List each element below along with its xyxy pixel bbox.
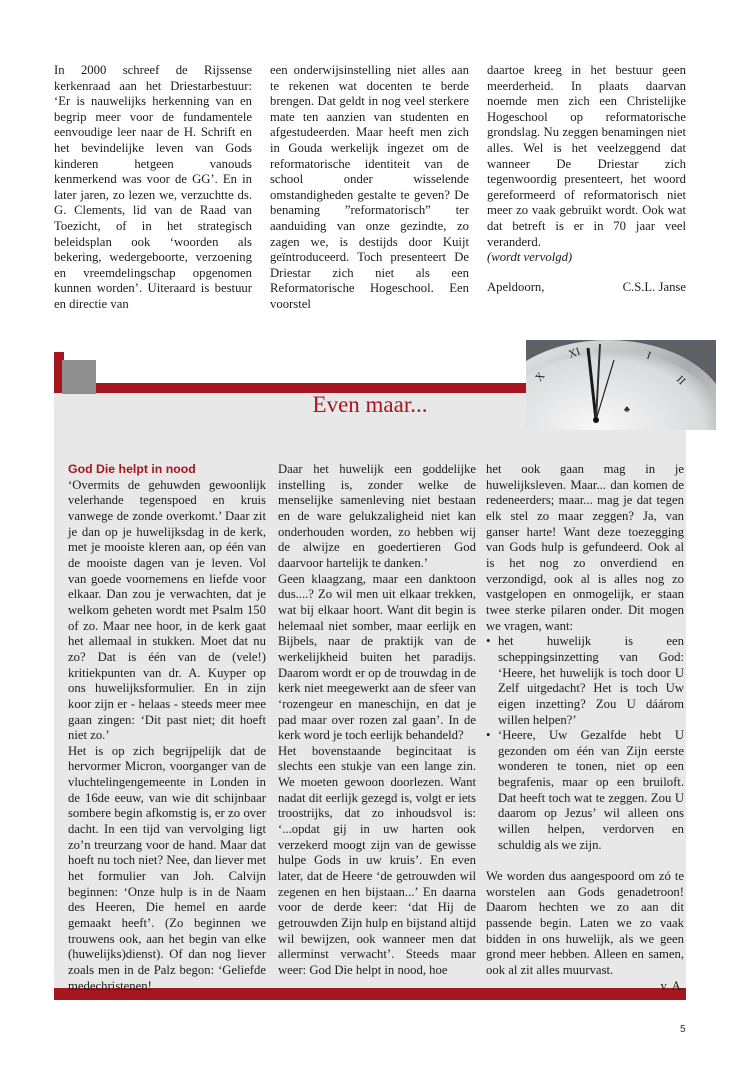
box-paragraph: Het is op zich begrijpelijk dat de hervormer Micron, voorganger van de vluchtelingengemeente in Londen in de 16de eeuw, van wie dit schijnbaar sombere begin afkomstig is, er zo over dacht. In een tijd van vervolging ligt zo’n treurzang voor de hand. Maar dat hoeft nu toch niet? Nee, dan liever met het formulier van Joh. Calvijn beginnen: ‘Onze hulp is in de Naam des Heeren, Die hemel en aarde gemaakt heeft’. (Zo beginnen we trouwens ook, aan het begin van elke (huwelijks)dienst). Of dan nog liever zoals men in de Palz begon: ‘Geliefde medechristenen!	[68, 743, 266, 993]
svg-text:I: I	[644, 349, 653, 363]
box-signature: v. A.	[660, 978, 684, 993]
place: Apeldoorn,	[487, 279, 545, 294]
continued-note: (wordt vervolgd)	[487, 250, 573, 265]
svg-text:X: X	[533, 370, 548, 384]
bullet-list	[486, 634, 684, 853]
spacer	[486, 853, 684, 869]
box-paragraph: het ook gaan mag in je huwelijksleven. Maar... dan komen de redeneerders; maar... mag je dat tegen elk stel zo maar zeggen? Ja, van ganser harte! Want deze toezegging van Gods hulp is gefundeerd. Ook al is het nog zo onverdiend en verzondigd, ook al is alles nog zo vastgelopen en onmogelijk, er staan twee sterke pilaren onder. Dit mogen we vragen, want:	[486, 462, 684, 633]
box-column-2	[278, 462, 476, 979]
even-maar-box	[54, 345, 688, 1000]
box-paragraph: We worden dus aangespoord om zó te worstelen aan Gods genadetroon! Daarom hechten we zo aan dit passende begin. Laten we zo vaak bidden in ons huwelijk, als we geen grond meer hebben. Alleen en samen, ook al zit alles muurvast.	[486, 869, 684, 977]
list-item-text: het huwelijk is een scheppingsinzetting van God: ‘Heere, het huwelijk is toch door U Zelf uitgedacht? Het is toch Uw eigen inzetting? Zou U dáárom willen helpen?’	[498, 634, 684, 727]
box-paragraph: ‘Overmits de gehuwden gewoonlijk velerhande tegenspoed en kruis vanwege de zonde overkomt.’ Daar zit je dan op je huwelijksdag in de kerk, met je mooiste kleren aan, op één van de mooiste dagen van je leven. Vol van goede voornemens en liefde voor elkaar. Dan zou je verwachten, dat je welkom geheten wordt met Psalm 150 of zo. Maar nee hoor, in de kerk gaat het allemaal in stukken. Moet dat nu zo? Dat is één van de (vele!) kritiekpunten van dr. A. Kuyper op ons huwelijksformulier. En in zijn koor zijn er - helaas - steeds meer mee gaan zingen: ‘Dit past niet; dit hoeft niet zo.’	[68, 477, 266, 743]
list-item	[486, 728, 684, 853]
box-column-1	[68, 462, 266, 994]
article-text: In 2000 schreef de Rijssense kerkenraad aan het Driestarbestuur: ‘Er is nauwelijks herkenning van en begrip meer voor de fundamentele eenvoudige leer naar de H. Schrift en het bevindelijke leven van Gods kinderen hetgeen vanouds kenmerkend was voor de GG’. En in later jaren, zo lezen we, verzuchtte ds. G. Clements, lid van de Raad van Toezicht, of in het strategisch beleidsplan ook ‘woorden als bekering, wedergeboorte, verzoening en vreemdelingschap opgenomen kunnen worden’. Uiteraard is bestuur en directie van	[54, 63, 252, 311]
box-paragraph: Daar het huwelijk een goddelijke instelling is, zonder welke de menselijke samenleving niet bestaan en de ware gelukzaligheid niet kan onderhouden worden, zo hebben wij de alwijze en goedertieren God daarvoor hartelijk te danken.’	[278, 462, 476, 570]
box-heading: God Die helpt in nood	[68, 462, 196, 476]
box-title: Even maar...	[312, 392, 428, 417]
list-item	[486, 634, 684, 728]
svg-text:♣: ♣	[624, 404, 630, 414]
box-paragraph: Het bovenstaande begincitaat is slechts een stukje van een lange zin. We moeten gewoon doorlezen. Want nadat dit eerlijk gezegd is, volgt er iets troostrijks, dat zo inhoudsvol is: ‘...opdat gij in uw harten ook verzekerd moogt zijn van de gewisse hulpe Gods in uw kruis’. En even later, dat de Heere ‘de getrouwden wil zegenen en hen bijstaan...’ En daarna voor de derde keer: ‘dat Hij de getrouwden Zijn hulp en bijstand altijd wil bewijzen, ook wanneer men dat allerminst verwacht’. Steeds maar weer: God Die helpt in nood, hoe	[278, 743, 476, 977]
author: C.S.L. Janse	[622, 279, 686, 294]
grey-square-decoration	[62, 360, 96, 394]
bullet-icon: •	[486, 634, 491, 649]
article-column-2	[270, 63, 469, 313]
svg-text:XI: XI	[566, 345, 582, 361]
article-text: een onderwijsinstelling niet alles aan te rekenen wat docenten te berde brengen. Dat geldt in nog veel sterkere mate ten aanzien van studenten en afgestudeerden. Maar heeft men zich in Gouda werkelijk ingezet om de reformatorische identiteit van de school onder wisselende omstandigheden gestalte te geven? De benaming ”reformatorisch” ter aanduiding van onze gezindte, zo zagen we, is destijds door Kuijt geïntroduceerd. Toch presenteert De Driestar zich niet als een Reformatorische Hogeschool. Een voorstel	[270, 63, 469, 311]
svg-text:II: II	[673, 373, 688, 388]
article-column-1	[54, 63, 252, 313]
signature-row	[487, 280, 686, 296]
bullet-icon: •	[486, 728, 491, 743]
article-column-3	[487, 63, 686, 295]
box-column-3	[486, 462, 684, 994]
page-number: 5	[680, 1024, 686, 1035]
box-paragraph: Geen klaagzang, maar een danktoon dus....? Zo wil men uit elkaar trekken, wat bij elkaar hoort. Want dit begin is helemaal niet somber, maar eerlijk en Bijbels, naar de praktijk van de werkelijkheid buiten het paradijs. Daarom wordt er op de trouwdag in de kerk niet meegewerkt aan de sfeer van ‘rozengeur en maneschijn, en dat je pad maar over rozen zal gaan’. In de kerk word je toch eerlijk behandeld?	[278, 571, 476, 743]
list-item-text: ‘Heere, Uw Gezalfde hebt U gezonden om één van Zijn eerste wonderen te tonen, niet op een begrafenis, maar op een bruiloft. Dat heeft toch wat te zeggen. Zou U daarom op Jezus’ wil alleen ons willen helpen, verdorven en schuldig als we zijn.	[498, 728, 684, 852]
article-text: daartoe kreeg in het bestuur geen meerderheid. In plaats daarvan noemde men zich een Christelijke Hogeschool op reformatorische grondslag. Nu zeggen benamingen niet alles. Wel is het veelzeggend dat wanneer De Driestar zich tegenwoordig presenteert, het woord gereformeerd of reformatorisch niet meer zo vaak gebruikt wordt. Ook wat dat betreft is er in 70 jaar veel veranderd.	[487, 63, 686, 249]
